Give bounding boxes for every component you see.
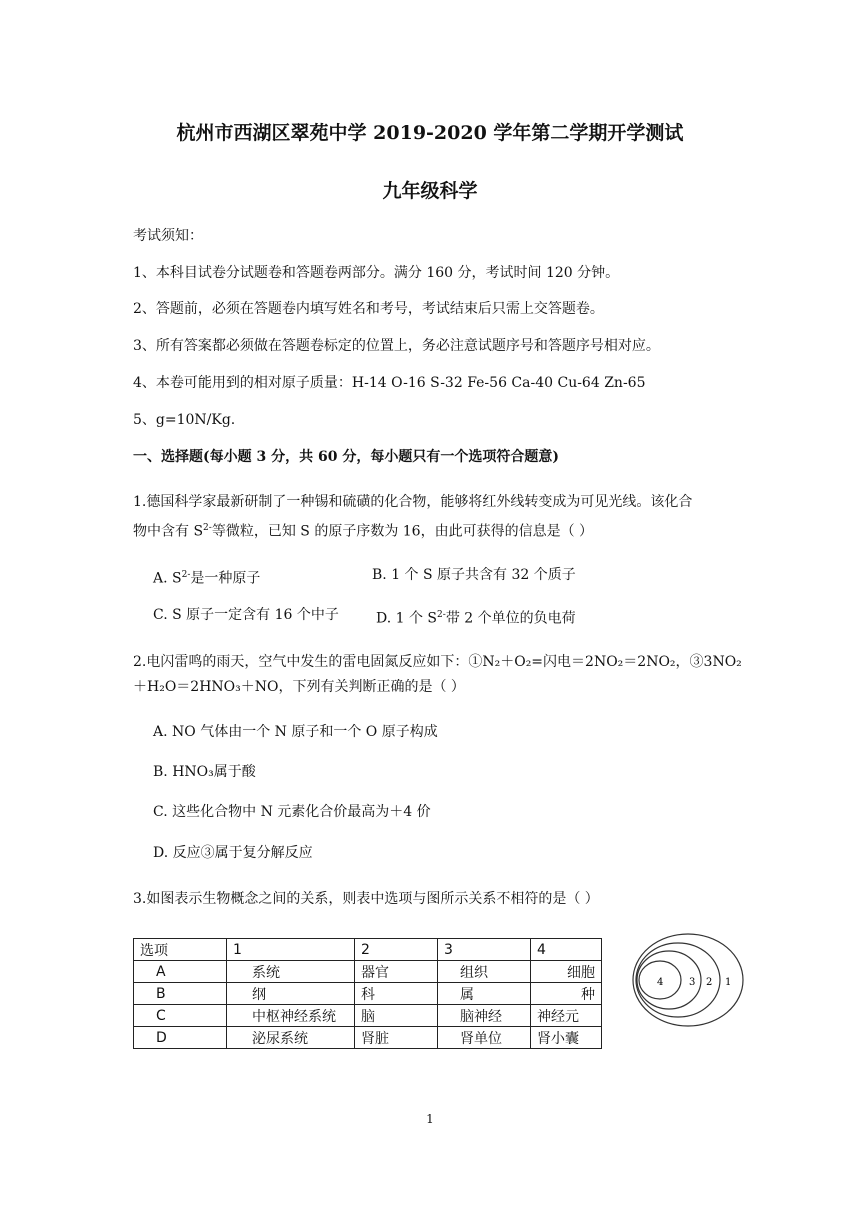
circle-label: 1 [725, 977, 732, 988]
question-2-line1: 2.电闪雷鸣的雨天，空气中发生的雷电固氮反应如下：①N₂＋O₂=闪电＝2NO₂＝2NO₂，③3NO₂ [133, 654, 742, 670]
circle-label: 2 [706, 977, 713, 988]
instruction-item: 1、本科目试卷分试题卷和答题卷两部分。满分 160 分，考试时间 120 分钟。 [133, 265, 620, 281]
table-row [134, 983, 602, 1005]
question-2-option-c: C. 这些化合物中 N 元素化合价最高为＋4 价 [153, 804, 431, 820]
instructions-heading: 考试须知： [133, 228, 203, 244]
table-header-cell: 1 [227, 939, 355, 961]
question-1-option-c: C. S 原子一定含有 16 个中子 [153, 607, 339, 623]
table-row [134, 961, 602, 983]
exam-title: 杭州市西湖区翠苑中学 2019-2020 学年第二学期开学测试 [176, 122, 684, 144]
circle-label: 4 [657, 977, 664, 988]
instruction-item: 4、本卷可能用到的相对原子质量：H-14 O-16 S-32 Fe-56 Ca-40 Cu-64 Zn-65 [133, 375, 646, 391]
table-header-cell: 3 [438, 939, 531, 961]
question-1-option-d: D. 1 个 $S^{2-}$带 2 个单位的负电荷 [376, 610, 576, 627]
section-heading: 一、选择题(每小题 3 分，共 60 分，每小题只有一个选项符合题意) [133, 449, 559, 465]
table-cell: 肾小囊 [531, 1027, 602, 1049]
circle-label: 3 [689, 977, 696, 988]
table-header-cell: 4 [531, 939, 602, 961]
table-header-cell: 选项 [134, 939, 227, 961]
table-cell: 肾脏 [355, 1027, 438, 1049]
table-cell: 种 [531, 983, 602, 1005]
table-cell: 神经元 [531, 1005, 602, 1027]
table-cell: 纲 [227, 983, 355, 1005]
question-1-line2: 物中含有 $S^{2-}$等微粒，已知 S 的原子序数为 16，由此可获得的信息是（ ） [133, 523, 594, 540]
question-1-line1: 1.德国科学家最新研制了一种锡和硫磺的化合物，能够将红外线转变成为可见光线。该化合 [133, 494, 693, 510]
table-cell: 泌尿系统 [227, 1027, 355, 1049]
table-cell: 系统 [227, 961, 355, 983]
table-header-row [134, 939, 602, 961]
nested-circles-diagram [631, 930, 747, 1030]
table-cell: 器官 [355, 961, 438, 983]
table-cell: B [134, 983, 227, 1005]
table-cell: 组织 [438, 961, 531, 983]
question-2-option-b: B. HNO₃属于酸 [153, 764, 256, 780]
table-cell: 脑 [355, 1005, 438, 1027]
table-row [134, 1027, 602, 1049]
question-2-option-d: D. 反应③属于复分解反应 [153, 845, 313, 861]
question-2-option-a: A. NO 气体由一个 N 原子和一个 O 原子构成 [153, 724, 438, 740]
table-cell: 肾单位 [438, 1027, 531, 1049]
question-2-line2: ＋H₂O＝2HNO₃＋NO，下列有关判断正确的是（ ） [133, 679, 465, 695]
concept-table [133, 938, 602, 1049]
question-3-stem: 3.如图表示生物概念之间的关系，则表中选项与图所示关系不相符的是（ ） [133, 891, 599, 907]
table-cell: 中枢神经系统 [227, 1005, 355, 1027]
instruction-item: 2、答题前，必须在答题卷内填写姓名和考号，考试结束后只需上交答题卷。 [133, 301, 604, 317]
exam-subtitle: 九年级科学 [382, 180, 478, 202]
table-cell: 属 [438, 983, 531, 1005]
table-cell: 脑神经 [438, 1005, 531, 1027]
table-cell: A [134, 961, 227, 983]
table-cell: 科 [355, 983, 438, 1005]
table-cell: C [134, 1005, 227, 1027]
table-cell: 细胞 [531, 961, 602, 983]
instruction-item: 3、所有答案都必须做在答题卷标定的位置上，务必注意试题序号和答题序号相对应。 [133, 338, 660, 354]
instruction-item: 5、g=10N/Kg. [133, 412, 236, 428]
page-number: 1 [426, 1112, 434, 1126]
table-row [134, 1005, 602, 1027]
table-cell: D [134, 1027, 227, 1049]
table-header-cell: 2 [355, 939, 438, 961]
question-1-option-a: A. $S^{2-}$是一种原子 [153, 570, 261, 587]
question-1-option-b: B. 1 个 S 原子共含有 32 个质子 [372, 567, 576, 583]
